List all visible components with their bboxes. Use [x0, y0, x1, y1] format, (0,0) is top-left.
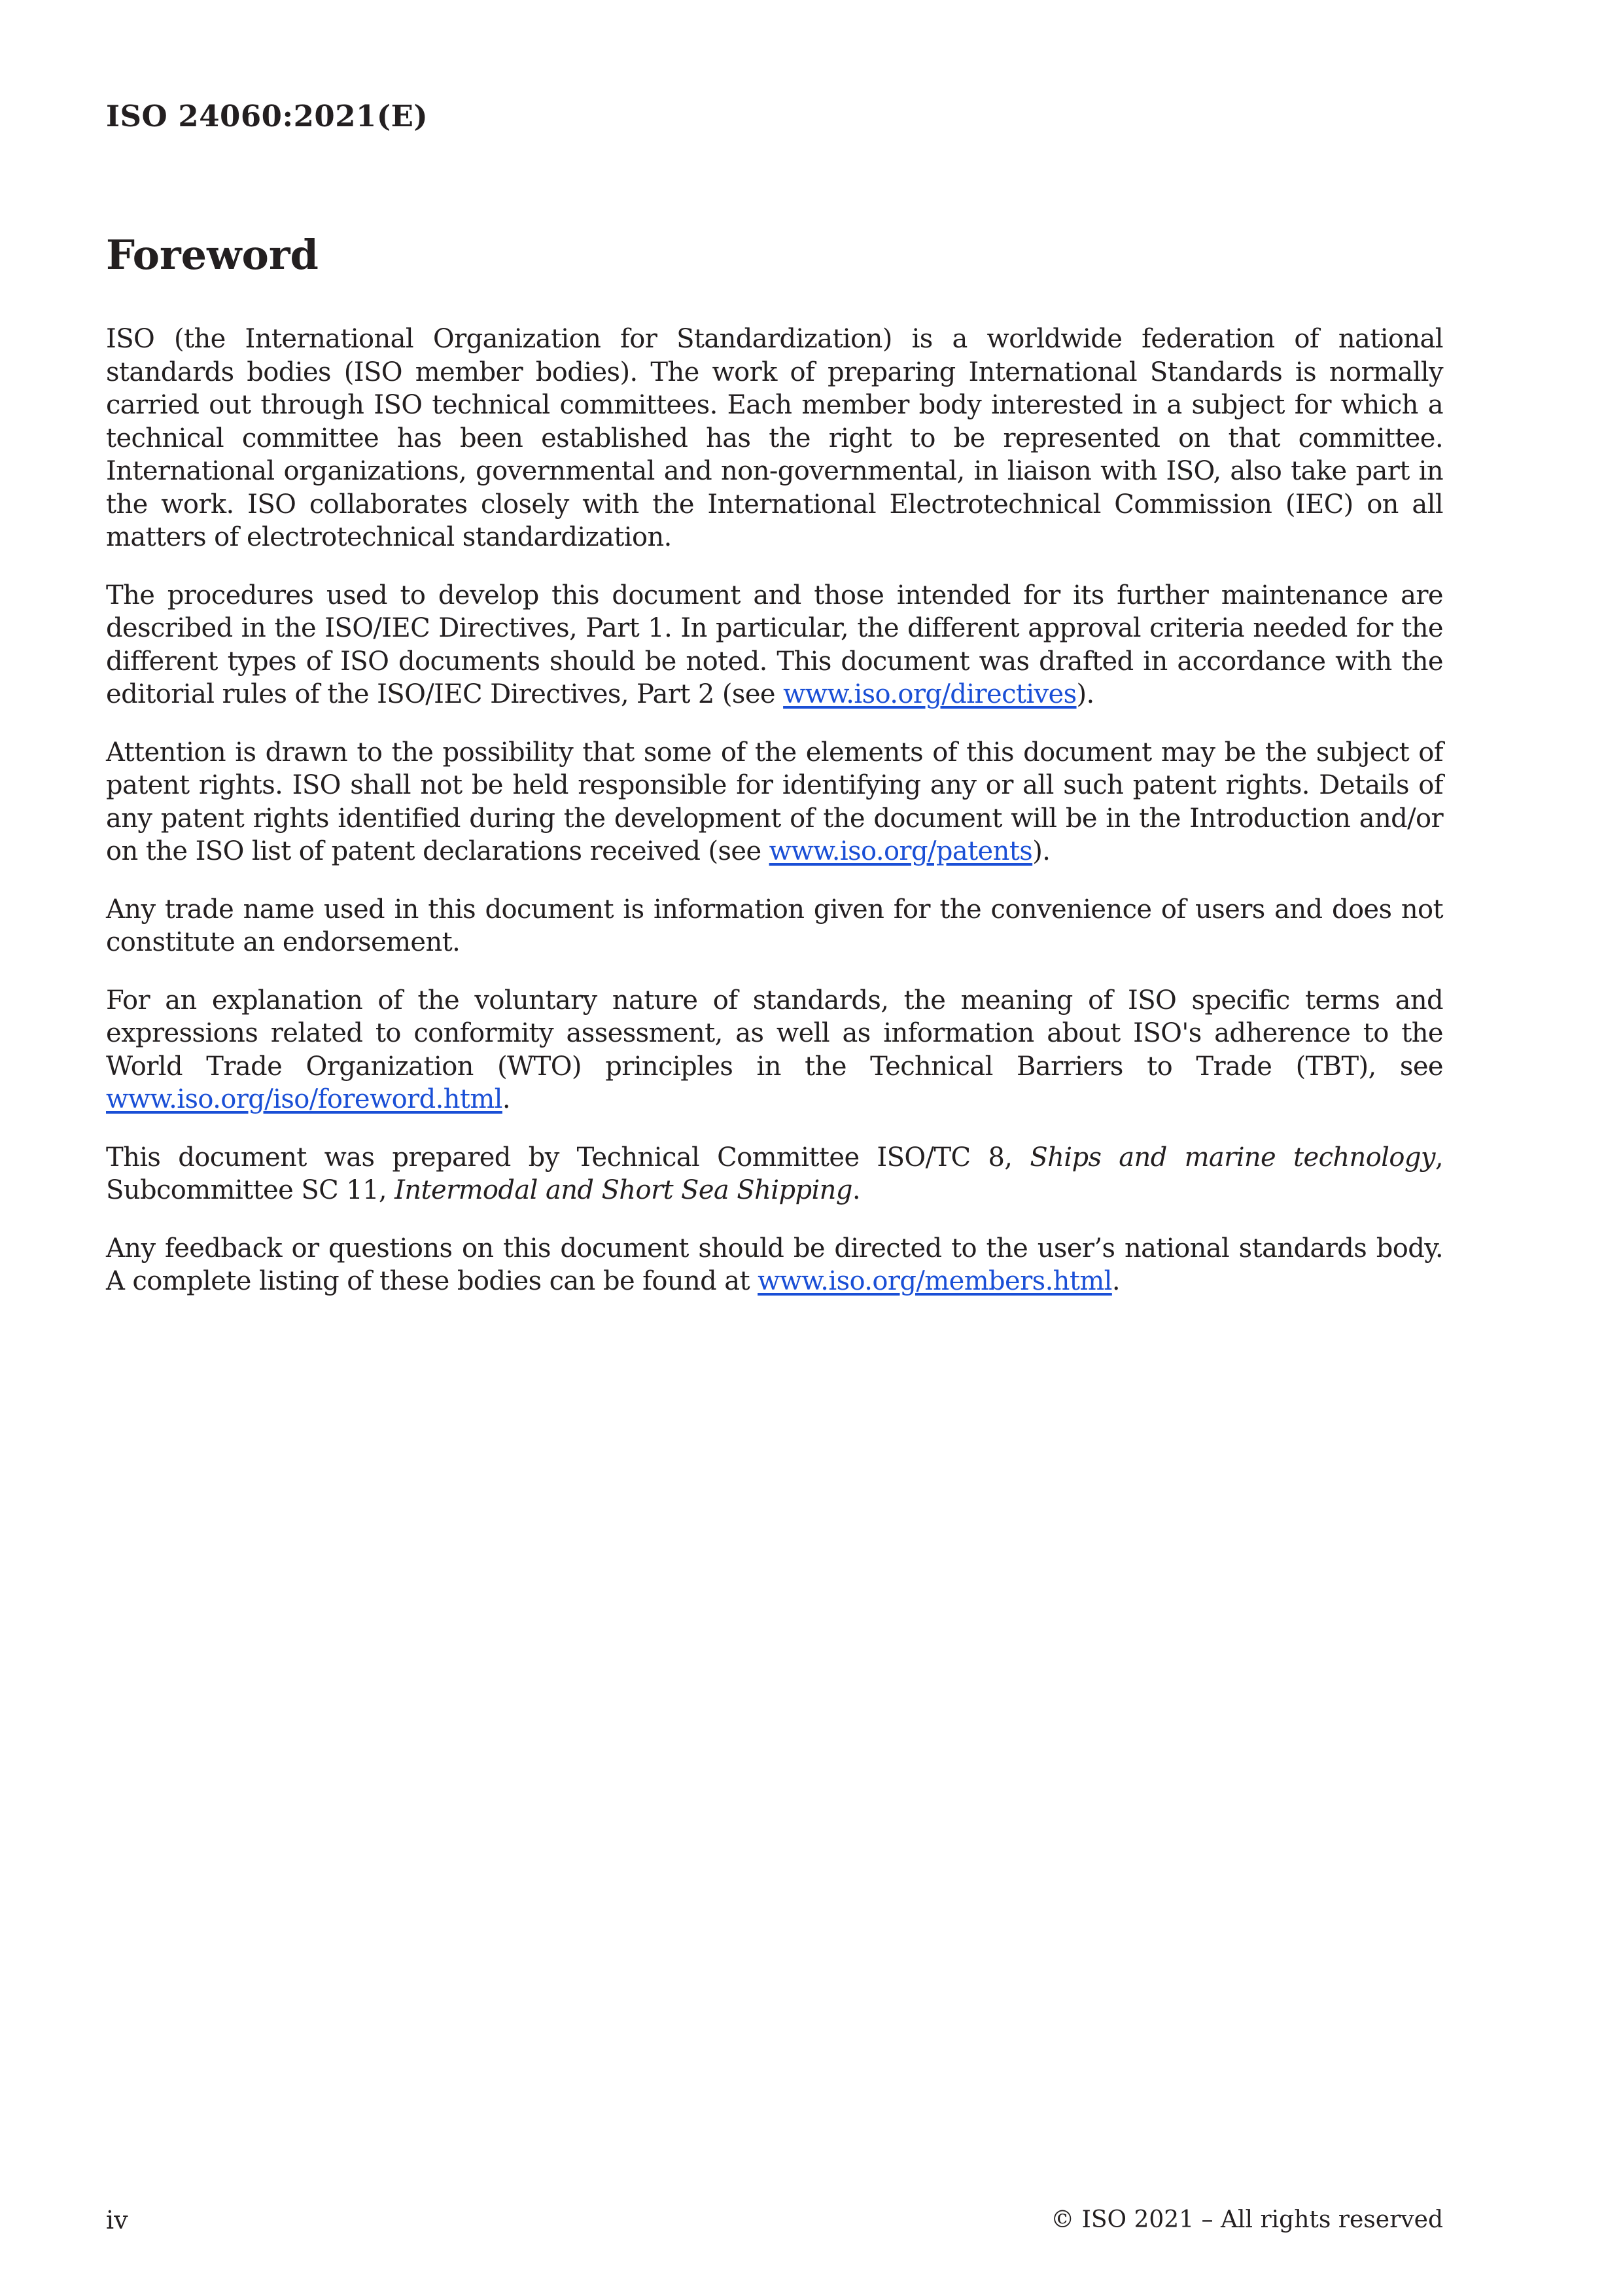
members-link[interactable]: www.iso.org/members.html [758, 1266, 1112, 1296]
paragraph-text: . [502, 1084, 510, 1114]
paragraph-committee [106, 1141, 1443, 1207]
paragraph-text: For an explanation of the voluntary nature of standards, the meaning of ISO specific terms and expressions related to conformity assessment, as well as information about ISO's adherence to the World Trade Organization (WTO) principles in the Technical Barriers to Trade (TBT), see [106, 985, 1443, 1082]
paragraph-trade-name [106, 893, 1443, 959]
paragraph-text: Any feedback or questions on this document should be directed to the user’s national standards body. A complete listing of these bodies can be found at [106, 1233, 1443, 1296]
paragraph-text: ). [1076, 679, 1094, 709]
paragraph-procedures [106, 579, 1443, 711]
paragraph-feedback [106, 1232, 1443, 1298]
paragraph-text: . [852, 1175, 860, 1205]
paragraph-text: Attention is drawn to the possibility that some of the elements of this document may be the subject of patent rights. ISO shall not be held responsible for identifying any or all such patent rights. Details of any patent rights identified during the development of the document will be in the Introduction and/or on the ISO list of patent declarations received (see [106, 737, 1443, 866]
page-number: iv [106, 2206, 128, 2234]
committee-title: Ships and marine technology [1030, 1142, 1435, 1173]
patents-link[interactable]: www.iso.org/patents [769, 836, 1033, 866]
paragraph-text: ). [1032, 836, 1051, 866]
document-id: ISO 24060:2021(E) [106, 99, 428, 133]
paragraph-text: This document was prepared by Technical Committee ISO/TC 8, [106, 1142, 1030, 1173]
page-title: Foreword [106, 231, 319, 279]
paragraph-patents [106, 736, 1443, 868]
paragraph-text: ISO (the International Organization for Standardization) is a worldwide federation of national standards bodies (ISO member bodies). The work of preparing International Standards is normally carried out through ISO technical committees. Each member body interested in a subject for which a technical committee has been established has the right to be represented on that committee. International organizations, governmental and non-governmental, in liaison with ISO, also take part in the work. ISO collaborates closely with the International Electrotechnical Commission (IEC) on all matters of electrotechnical standardization. [106, 324, 1443, 552]
foreword-body [106, 323, 1443, 1323]
copyright-notice: © ISO 2021 – All rights reserved [1051, 2206, 1443, 2233]
directives-link[interactable]: www.iso.org/directives [783, 679, 1077, 709]
paragraph-text: . [1111, 1266, 1120, 1296]
foreword-link[interactable]: www.iso.org/iso/foreword.html [106, 1084, 502, 1114]
paragraph-text: Any trade name used in this document is information given for the convenience of users and does not constitute an endorsement. [106, 894, 1443, 957]
paragraph-voluntary-nature [106, 984, 1443, 1116]
paragraph-text: , Subcommittee SC 11, [106, 1142, 1443, 1205]
paragraph-text: The procedures used to develop this document and those intended for its further maintenance are described in the ISO/IEC Directives, Part 1. In particular, the different approval criteria needed for the different types of ISO documents should be noted. This document was drafted in accordance with the editorial rules of the ISO/IEC Directives, Part 2 (see [106, 580, 1443, 709]
subcommittee-title: Intermodal and Short Sea Shipping [394, 1175, 852, 1205]
paragraph-iso-federation [106, 323, 1443, 554]
